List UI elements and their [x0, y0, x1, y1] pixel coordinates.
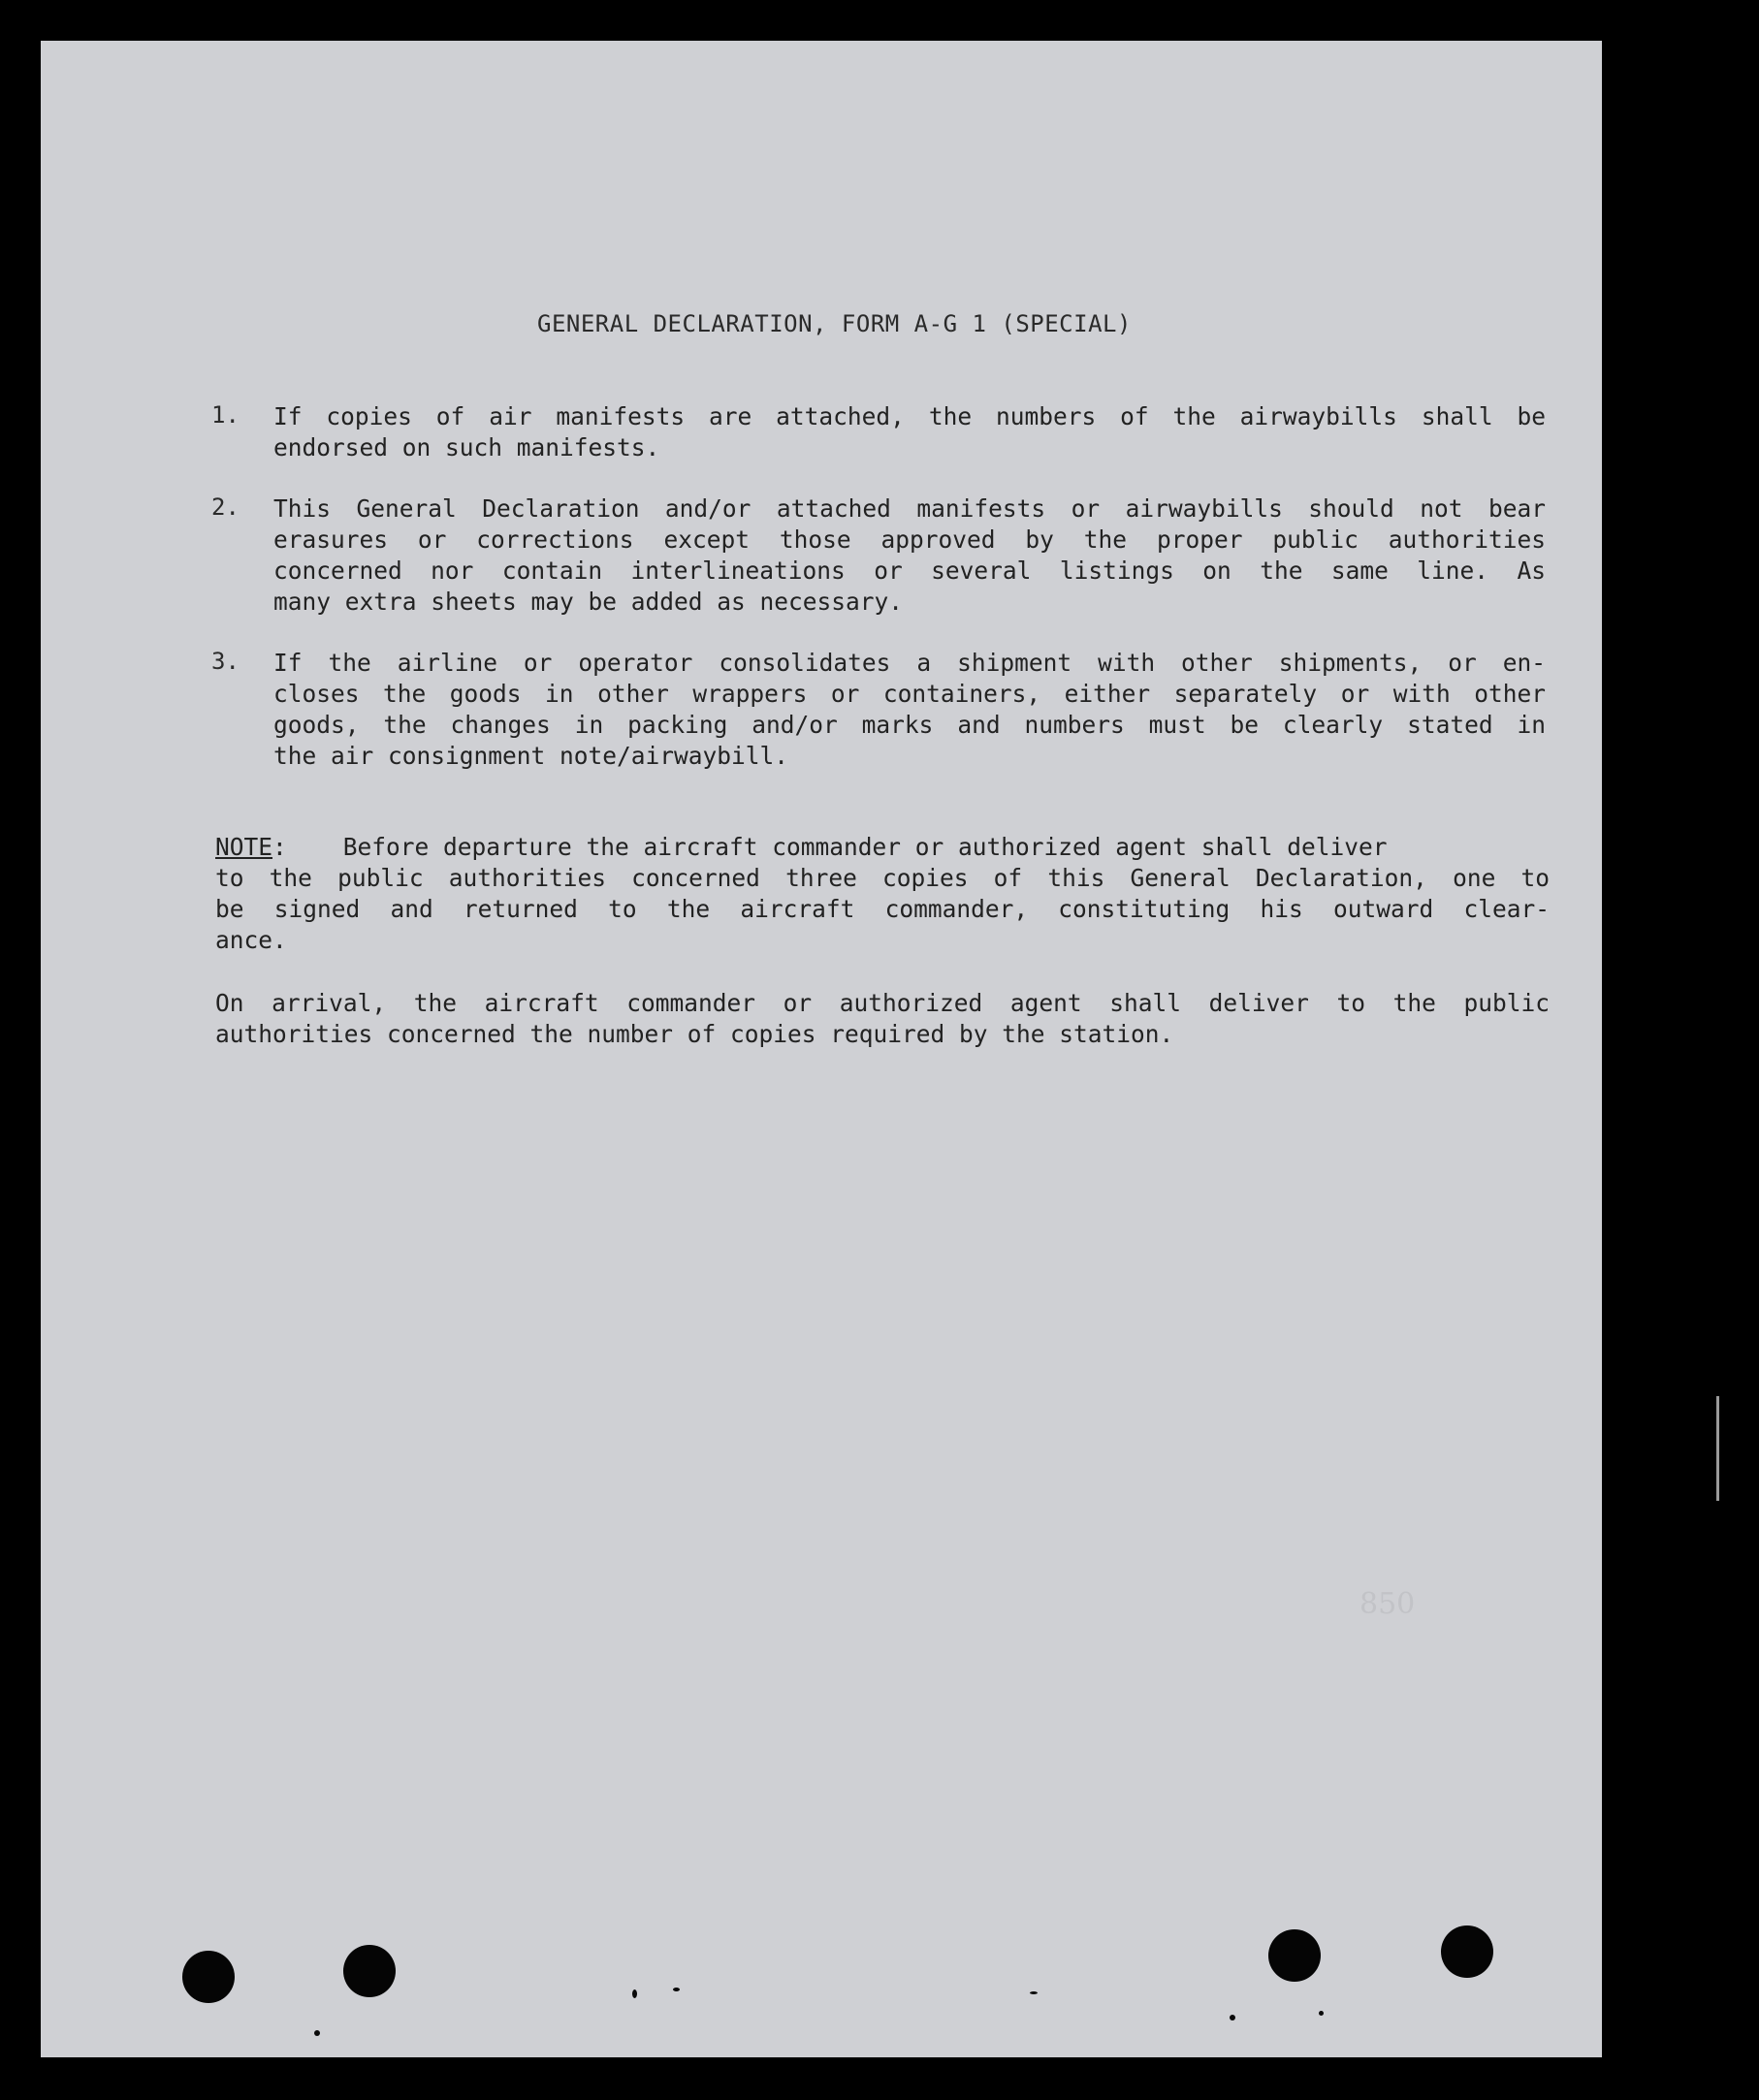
item-text — [273, 493, 1546, 618]
text-line: be signed and returned to the aircraft commander, constituting his outward clear- — [215, 895, 1550, 923]
text-line: If copies of air manifests are attached, the numbers of the airwaybills shall be — [273, 402, 1546, 430]
text-line: ance. — [215, 926, 287, 954]
document-title: GENERAL DECLARATION, FORM A-G 1 (SPECIAL) — [537, 310, 1132, 337]
faint-page-mark: 850 — [1359, 1587, 1416, 1621]
note-paragraph — [215, 832, 1550, 956]
text-line: erasures or corrections except those approved by the proper public authorities — [273, 525, 1546, 554]
punch-hole — [182, 1951, 235, 2003]
text-line: If the airline or operator consolidates a shipment with other shipments, or en- — [273, 649, 1546, 677]
text-line: authorities concerned the number of copies required by the station. — [215, 1020, 1174, 1048]
text-line: to the public authorities concerned three copies of this General Declaration, one to — [215, 864, 1550, 892]
note-first-line — [215, 832, 1550, 863]
text-line: the air consignment note/airwaybill. — [273, 742, 789, 770]
text-line: many extra sheets may be added as necessary. — [273, 588, 904, 616]
arrival-paragraph — [215, 988, 1550, 1050]
speck — [1230, 2015, 1235, 2020]
punch-hole — [343, 1945, 396, 1997]
item-text — [273, 401, 1546, 463]
edge-mark — [1716, 1396, 1719, 1501]
item-number: 1. — [211, 401, 240, 429]
note-colon: : — [272, 833, 287, 861]
document-page — [41, 41, 1602, 2057]
note-first-line-text: Before departure the aircraft commander or authorized agent shall deliver — [342, 833, 1388, 861]
punch-hole — [1268, 1929, 1321, 1982]
item-number: 2. — [211, 493, 240, 521]
item-number: 3. — [211, 648, 240, 675]
speck — [673, 1988, 680, 1991]
text-line: closes the goods in other wrappers or containers, either separately or with other — [273, 680, 1546, 708]
item-text — [273, 648, 1546, 772]
note-label: NOTE — [215, 833, 273, 861]
speck — [1319, 2011, 1324, 2016]
speck — [1030, 1991, 1038, 1994]
speck — [314, 2030, 320, 2036]
text-line: goods, the changes in packing and/or marks and numbers must be clearly stated in — [273, 711, 1546, 739]
speck — [632, 1989, 637, 1998]
text-line: concerned nor contain interlineations or several listings on the same line. As — [273, 557, 1546, 585]
text-line: This General Declaration and/or attached manifests or airwaybills should not bear — [273, 494, 1546, 523]
punch-hole — [1441, 1925, 1493, 1978]
text-line: endorsed on such manifests. — [273, 433, 660, 461]
text-line: On arrival, the aircraft commander or authorized agent shall deliver to the public — [215, 989, 1550, 1017]
